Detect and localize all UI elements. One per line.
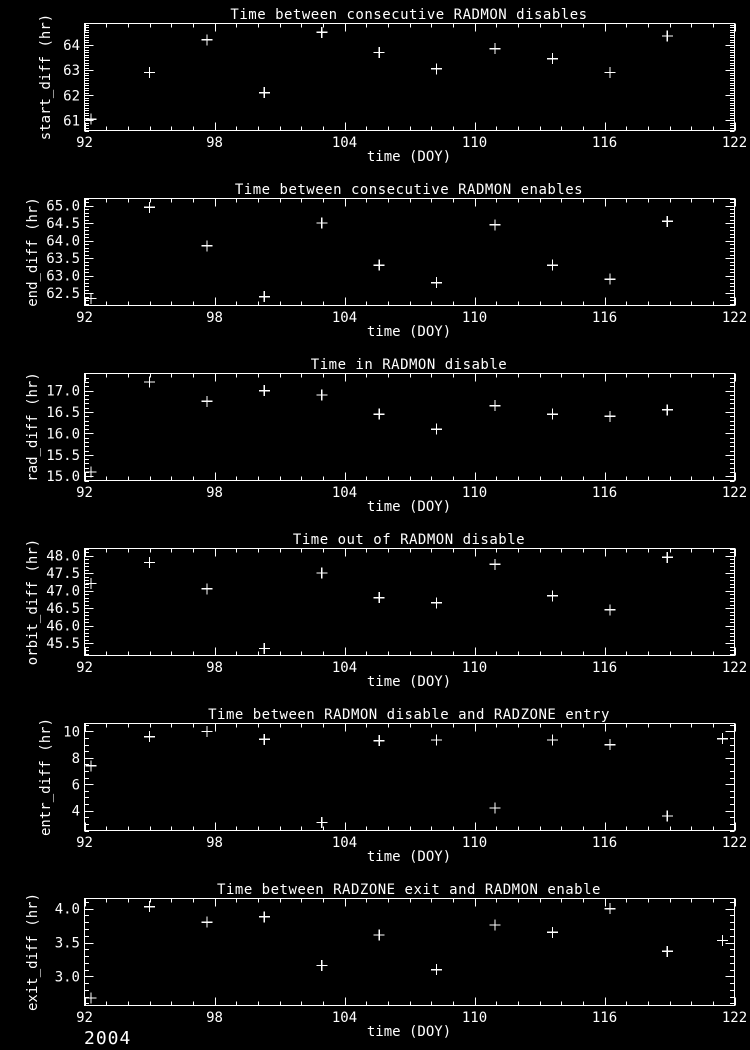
y-tick-label: 15.0 bbox=[46, 469, 80, 486]
y-tick-label: 4 bbox=[71, 803, 80, 820]
y-tick-label: 3.5 bbox=[54, 935, 80, 952]
y-tick-label: 16.5 bbox=[46, 405, 80, 422]
plot-axes bbox=[85, 24, 736, 132]
plot-radmon-enable-interval bbox=[0, 175, 750, 350]
x-tick-label: 110 bbox=[461, 135, 488, 151]
plot-title: Time between consecutive RADMON enables bbox=[234, 182, 584, 198]
plot-title: Time out of RADMON disable bbox=[292, 532, 526, 548]
x-axis-label: time (DOY) bbox=[366, 674, 452, 690]
x-tick-label: 98 bbox=[206, 485, 223, 501]
y-tick-label: 45.5 bbox=[46, 636, 80, 653]
x-tick-label: 104 bbox=[331, 135, 358, 151]
x-tick-label: 92 bbox=[76, 835, 93, 851]
data-points bbox=[86, 202, 673, 304]
axis-tick-labels bbox=[63, 38, 747, 151]
plot-axes bbox=[85, 899, 736, 1006]
x-tick-label: 122 bbox=[721, 135, 748, 151]
y-tick-label: 46.5 bbox=[46, 601, 80, 618]
x-tick-label: 110 bbox=[461, 485, 488, 501]
axis-tick-labels bbox=[46, 199, 747, 326]
plot-axes bbox=[85, 724, 736, 832]
x-tick-label: 110 bbox=[461, 1010, 488, 1026]
x-tick-label: 116 bbox=[591, 310, 618, 326]
plot-axes bbox=[85, 199, 736, 306]
x-tick-label: 92 bbox=[76, 310, 93, 326]
x-tick-label: 122 bbox=[721, 310, 748, 326]
plot-axes bbox=[85, 549, 736, 656]
data-points bbox=[86, 552, 673, 654]
y-tick-label: 48.0 bbox=[46, 548, 80, 565]
y-tick-label: 62.5 bbox=[46, 286, 80, 303]
plot-title: Time between consecutive RADMON disables bbox=[230, 7, 588, 23]
x-axis-label: time (DOY) bbox=[366, 149, 452, 165]
data-points bbox=[86, 726, 729, 828]
x-tick-label: 104 bbox=[331, 835, 358, 851]
y-tick-label: 16.0 bbox=[46, 426, 80, 443]
axis-tick-labels bbox=[46, 384, 747, 501]
x-tick-label: 116 bbox=[591, 1010, 618, 1026]
plot-title: Time between RADMON disable and RADZONE entry bbox=[208, 707, 610, 723]
y-tick-label: 3.0 bbox=[54, 969, 80, 986]
plot-time-in-radmon-disable bbox=[0, 350, 750, 525]
plot-title: Time in RADMON disable bbox=[310, 357, 508, 373]
x-tick-label: 98 bbox=[206, 1010, 223, 1026]
y-tick-label: 63.0 bbox=[46, 268, 80, 285]
y-tick-label: 62 bbox=[63, 88, 80, 105]
x-axis-label: time (DOY) bbox=[366, 499, 452, 515]
x-axis-label: time (DOY) bbox=[366, 849, 452, 865]
x-tick-label: 110 bbox=[461, 660, 488, 676]
y-axis-label: start_diff (hr) bbox=[38, 13, 54, 141]
y-axis-label: entr_diff (hr) bbox=[38, 717, 54, 837]
x-tick-label: 98 bbox=[206, 310, 223, 326]
y-tick-label: 4.0 bbox=[54, 901, 80, 918]
y-axis-label: end_diff (hr) bbox=[25, 197, 41, 307]
plot-time-out-of-radmon-disable bbox=[0, 525, 750, 700]
y-tick-label: 63.5 bbox=[46, 251, 80, 268]
x-tick-label: 104 bbox=[331, 1010, 358, 1026]
y-tick-label: 63 bbox=[63, 63, 80, 80]
x-tick-label: 92 bbox=[76, 485, 93, 501]
x-tick-label: 110 bbox=[461, 310, 488, 326]
x-tick-label: 116 bbox=[591, 660, 618, 676]
x-tick-label: 122 bbox=[721, 660, 748, 676]
y-tick-label: 10 bbox=[63, 724, 80, 741]
y-tick-label: 61 bbox=[63, 113, 80, 130]
x-axis-label: time (DOY) bbox=[366, 1024, 452, 1040]
x-tick-label: 92 bbox=[76, 135, 93, 151]
x-tick-label: 122 bbox=[721, 835, 748, 851]
y-tick-label: 6 bbox=[71, 777, 80, 794]
plot-disable-to-radzone-entry bbox=[0, 700, 750, 875]
x-tick-label: 104 bbox=[331, 660, 358, 676]
plot-axes bbox=[85, 374, 736, 482]
data-points bbox=[86, 27, 673, 125]
x-tick-label: 122 bbox=[721, 485, 748, 501]
x-tick-label: 98 bbox=[206, 135, 223, 151]
x-tick-label: 116 bbox=[591, 835, 618, 851]
y-tick-label: 64 bbox=[63, 37, 80, 54]
y-tick-label: 47.0 bbox=[46, 583, 80, 600]
x-tick-label: 98 bbox=[206, 835, 223, 851]
plot-title: Time between RADZONE exit and RADMON enable bbox=[217, 882, 601, 898]
data-points bbox=[86, 901, 729, 1003]
y-axis-label: orbit_diff (hr) bbox=[25, 538, 41, 666]
x-tick-label: 116 bbox=[591, 135, 618, 151]
y-tick-label: 47.5 bbox=[46, 566, 80, 583]
x-tick-label: 92 bbox=[76, 1010, 93, 1026]
plot-radmon-disable-interval bbox=[0, 0, 750, 175]
data-points bbox=[86, 377, 673, 478]
y-tick-label: 15.5 bbox=[46, 447, 80, 464]
x-tick-label: 110 bbox=[461, 835, 488, 851]
y-tick-label: 64.0 bbox=[46, 233, 80, 250]
axis-tick-labels bbox=[55, 902, 747, 1026]
axis-tick-labels bbox=[63, 724, 747, 851]
y-axis-label: exit_diff (hr) bbox=[25, 892, 41, 1012]
x-tick-label: 104 bbox=[331, 310, 358, 326]
y-tick-label: 17.0 bbox=[46, 383, 80, 400]
x-tick-label: 92 bbox=[76, 660, 93, 676]
y-tick-label: 65.0 bbox=[46, 198, 80, 215]
y-tick-label: 8 bbox=[71, 750, 80, 767]
x-tick-label: 98 bbox=[206, 660, 223, 676]
axis-tick-labels bbox=[46, 549, 747, 676]
year-label: 2004 bbox=[84, 1028, 132, 1049]
x-tick-label: 122 bbox=[721, 1010, 748, 1026]
y-axis-label: rad_diff (hr) bbox=[25, 372, 41, 482]
x-tick-label: 116 bbox=[591, 485, 618, 501]
x-axis-label: time (DOY) bbox=[366, 324, 452, 340]
y-tick-label: 64.5 bbox=[46, 216, 80, 233]
y-tick-label: 46.0 bbox=[46, 618, 80, 635]
plot-radzone-exit-to-enable bbox=[0, 875, 750, 1050]
x-tick-label: 104 bbox=[331, 485, 358, 501]
